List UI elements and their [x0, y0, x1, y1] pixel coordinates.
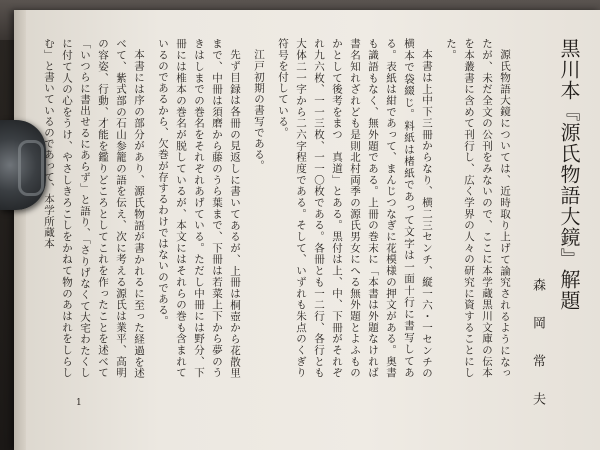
paragraph: 源氏物語大鏡については、近時取り上げて論究されるようになったが、未だ全文の公刊をみないので、ここに本学蔵黒川文庫の伝本を本叢書に含めて刊行し、広く学界の人々の研究に資することにした。 [445, 38, 511, 378]
page-gutter [14, 10, 26, 450]
paragraph: 江戸初期の書写である。 [253, 48, 265, 171]
paragraph: 先ず目録は各冊の見返しに書いてあるが、上冊は桐壺から花散里まで、中冊は須磨から藤のうら葉まで、下冊は若菜上下から夢のうきはしまでの巻名をそれぞれあげている。ただし中冊には野分、下冊には椎本の巻名が脱しているが、本文にはそれらの巻も含まれているのであるから、欠巻が存するわけではないのである。 [157, 38, 241, 378]
vertical-text-block [43, 38, 582, 430]
paragraph: 本書は上中下三冊からなり、横二三センチ、縦一六・一センチの横本で袋綴じ。料紙は楮紙であって文字は一面十行に書写してある。表紙は紺であって、まんじつなぎに花模様の押文がある。奥書も識語もなく、無外題である。上冊の巻末に「本書は外題なければ書名知れざれども是則北村両季の源氏男女にへる無外題とよふものかとして後考をまつ 真道」とある。黒付は上、中、下冊がそれぞれ九六枚、一一三枚、一一〇枚である。各冊とも一二行、各行とも大体二一字から二六字程度である。そして、いずれも朱点のくぎり符号を付している。 [277, 38, 433, 378]
paragraph: 本書には序の部分があり、源氏物語が書かれるに至った経過を述べて、紫式部の石山参籠の語を伝え、次に考える源氏は業平、高明の容姿、行動、才能を鑑りどころとしてこれを作ったことを述べて「いつらに書出せるにあらず」と語り、「さりげなくて大宅わたくしに付て人の心をうけ、やさしきろこしをかねて物のあはれをしらしむ」と書いているのであって、本学所蔵本 [43, 38, 145, 378]
author-name: 森 岡 常 夫 [530, 278, 545, 411]
document-title: 黒川本『源氏物語大鏡』解題 [557, 38, 581, 311]
page-number: 1 [76, 398, 82, 408]
